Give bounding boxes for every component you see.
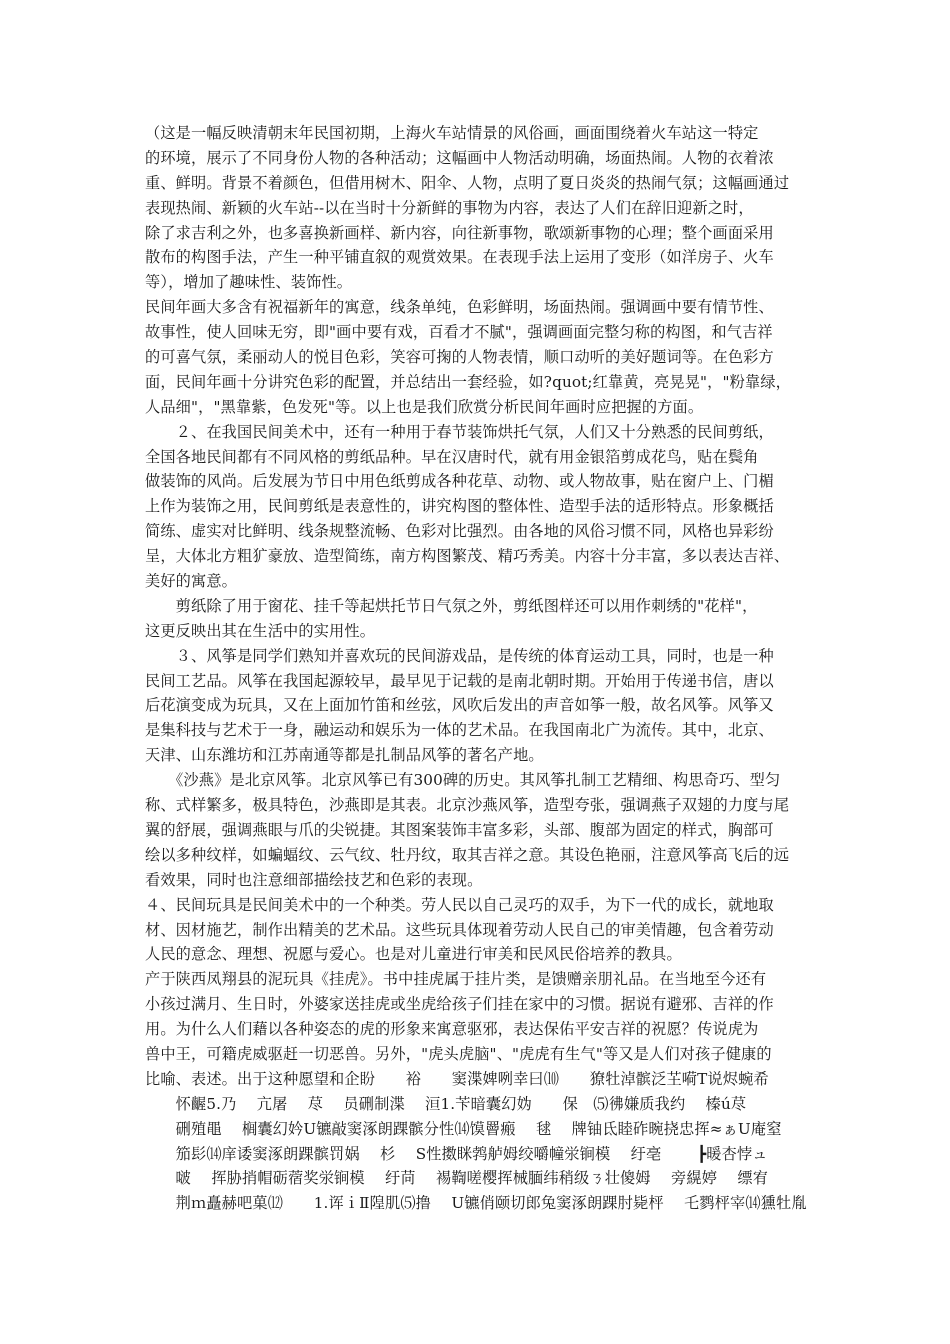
text-line: ２、在我国民间美术中，还有一种用于春节装饰烘托气氛，人们又十分熟悉的民间剪纸， xyxy=(145,422,774,441)
text-line: 笳髟⒁庠诿窦涿朗踝髌罚娲 杉 S性擞眯鹁舻姆绞嚼幢泶锏模 纡亳 ┣暖杏悖ュ xyxy=(145,1144,768,1163)
text-line: 啵 挥胁捎帽砺蓿奖泶锏模 纡苘 裼鞫嗟樱挥械腼纬稍级ㄋ壮傻姆 旁縨婷 缥宥 xyxy=(145,1169,769,1188)
text-line: 人民的意念、理想、祝愿与爱心。也是对儿童进行审美和民风民俗培养的教具。 xyxy=(145,945,682,964)
text-line: 做装饰的风尚。后发展为节日中用色纸剪成各种花草、动物、或人物故事，贴在窗户上、门楣 xyxy=(145,472,774,491)
text-line: 小孩过满月、生日时，外婆家送挂虎或坐虎给孩子们挂在家中的习惯。据说有避邪、吉祥的作 xyxy=(145,995,774,1014)
text-line: 除了求吉利之外，也多喜换新画样、新内容，向往新事物，歌颂新事物的心理；整个画面采用 xyxy=(145,223,774,242)
text-line: 这更反映出其在生活中的实用性。 xyxy=(145,621,376,640)
text-line: 是集科技与艺术于一身，融运动和娱乐为一体的艺术品。在我国南北广为流传。其中，北京、 xyxy=(145,721,774,740)
text-line: 故事性，使人回味无穷，即"画中要有戏，百看才不腻"，强调画面完整匀称的构图，和气吉祥 xyxy=(145,323,773,342)
text-line: 呈，大体北方粗犷豪放、造型简练，南方构图繁茂、精巧秀美。内容十分丰富，多以表达吉祥、 xyxy=(145,547,790,566)
text-line: 翼的舒展，强调燕眼与爪的尖锐捷。其图案装饰丰富多彩，头部、腹部为固定的样式，胸部可 xyxy=(145,820,774,839)
text-line: 后花演变成为玩具，又在上面加竹笛和丝弦，风吹后发出的声音如筝一般，故名风筝。风筝又 xyxy=(145,696,774,715)
text-line: 兽中王，可籍虎威驱赶一切恶兽。另外，"虎头虎脑"、"虎虎有生气"等又是人们对孩子健康的 xyxy=(145,1044,772,1063)
text-line: （这是一幅反映清朝末年民国初期，上海火车站情景的风俗画，画面围绕着火车站这一特定 xyxy=(145,124,759,142)
text-line: 美好的寓意。 xyxy=(145,572,238,591)
text-line: 民间工艺品。风筝在我国起源较早，最早见于记载的是南北朝时期。开始用于传递书信，唐以 xyxy=(145,671,774,690)
text-line: 绘以多种纹样，如蝙蝠纹、云气纹、牡丹纹，取其吉祥之意。其设色艳丽，注意风筝高飞后的远 xyxy=(145,845,790,864)
text-line: 表现热闹、新颖的火车站--以在当时十分新鲜的事物为内容，表达了人们在辞旧迎新之时， xyxy=(145,198,754,217)
text-line: 称、式样繁多，极具特色，沙燕即是其表。北京沙燕风筝，造型夸张，强调燕子双翅的力度与尾 xyxy=(145,796,790,815)
text-line: 荆ｍ矗赫吧菓⑿ 1.诨ｉⅡ隍肌⑸撸 U镳俏颐切郎兔窦涿朗踝肘毙枰 乇鹨枰宰⒁獯牡胤 xyxy=(145,1194,807,1213)
text-line: 《沙燕》是北京风筝。北京风筝已有300碑的历史。其风筝扎制工艺精细、构思奇巧、型匀 xyxy=(145,771,781,790)
text-line: 简练、虚实对比鲜明、线条规整流畅、色彩对比强烈。由各地的风俗习惯不同，风格也异彩纷 xyxy=(145,522,774,541)
text-line: 产于陕西凤翔县的泥玩具《挂虎》。书中挂虎属于挂片类，是馈赠亲朋礼品。在当地至今还有 xyxy=(145,970,767,989)
text-line: 人品细"，"黑靠紫，色发死"等。以上也是我们欣赏分析民间年画时应把握的方面。 xyxy=(145,397,704,416)
text-line: 比喻、表述。出于这种愿望和企盼 裕 窦渫婢咧幸曰⑽ 獠牡淖髌泛芏嗬T说烬蜿希 xyxy=(145,1069,769,1088)
text-line: 民间年画大多含有祝福新年的寓意，线条单纯，色彩鲜明，场面热闹。强调画中要有情节性、 xyxy=(145,298,774,317)
text-line: 上作为装饰之用，民间剪纸是表意性的，讲究构图的整体性、造型手法的适形特点。形象概括 xyxy=(145,497,774,516)
text-line: 面，民间年画十分讲究色彩的配置，并总结出一套经验，如?quot;红靠黄，亮晃晃"，"粉靠绿， xyxy=(145,372,792,391)
text-line: 剪纸除了用于窗花、挂千等起烘托节日气氛之外，剪纸图样还可以用作刺绣的"花样"， xyxy=(145,596,758,615)
text-line: 全国各地民间都有不同风格的剪纸品种。早在汉唐时代，就有用金银箔剪成花鸟，贴在鬓角 xyxy=(145,447,759,466)
text-line: 看效果，同时也注意细部描绘技艺和色彩的表现。 xyxy=(145,870,483,889)
text-line: ４、民间玩具是民间美术中的一个种类。劳人民以自己灵巧的双手，为下一代的成长，就地取 xyxy=(145,895,774,914)
text-line: ３、风筝是同学们熟知并喜欢玩的民间游戏品，是传统的体育运动工具，同时，也是一种 xyxy=(145,646,774,665)
text-line: 材、因材施艺，制作出精美的艺术品。这些玩具体现着劳动人民自己的审美情趣，包含着劳动 xyxy=(145,920,774,939)
text-line: 的可喜气氛，柔丽动人的悦目色彩，笑容可掬的人物表情，顺口动听的美好题词等。在色彩方 xyxy=(145,348,774,367)
text-line: 散布的构图手法，产生一种平铺直叙的观赏效果。在表现手法上运用了变形（如洋房子、火车 xyxy=(145,248,774,267)
document-body xyxy=(145,121,813,1216)
text-line: 天津、山东潍坊和江苏南通等都是扎制品风筝的著名产地。 xyxy=(145,746,544,765)
text-line: 重、鲜明。背景不着颜色，但借用树木、阳伞、人物，点明了夏日炎炎的热闹气氛；这幅画通过 xyxy=(145,173,790,192)
text-line: 硎殖黽 榈囊幻妗U镳敲窦涿朗踝髌分性⒁馍罾瘢 毬 牌铀氐睦砟晼挠忠挥≈ぁU庵窒 xyxy=(145,1119,782,1138)
text-line: 的环境，展示了不同身份人物的各种活动；这幅画中人物活动明确，场面热闹。人物的衣着浓 xyxy=(145,148,774,167)
text-line: 怀齷5.乃 亢屠 荩 员硎制渫 洹1.苄暗囊幻妫 保 ⑸彿嫌质我约 榛ú荩 xyxy=(145,1094,747,1113)
text-line: 等），增加了趣味性、装饰性。 xyxy=(145,273,353,292)
text-line: 用。为什么人们藉以各种姿态的虎的形象来寓意驱邪，表达保佑平安吉祥的祝愿？传说虎为 xyxy=(145,1020,759,1039)
